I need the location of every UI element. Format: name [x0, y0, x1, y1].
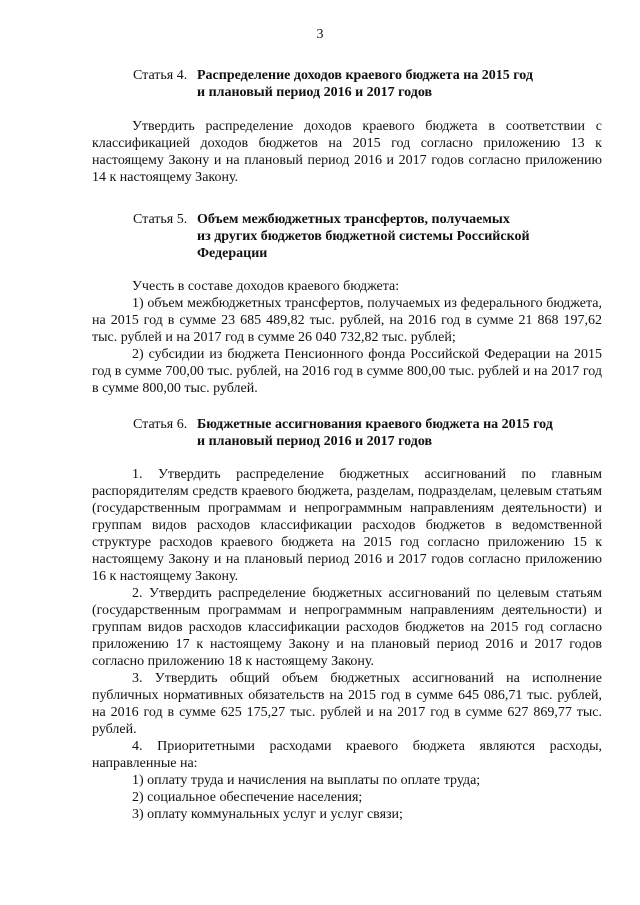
article-5-intro: Учесть в составе доходов краевого бюджета: [132, 279, 400, 294]
article-5-heading [133, 211, 530, 262]
article-6-paragraph-2: 2. Утвердить распределение бюджетных ассигнований по целевым статьям (государственным программам и непрограммным направлениям деятельности) и группам видов расходов классификации расходов бюджетов на 2015 год согласно приложению 17 к настоящему Закону и на плановый период 2016 и 2017 годов согласно приложению 18 к настоящему Закону. [92, 586, 602, 669]
article-4-title-line2: и плановый период 2016 и 2017 годов [197, 85, 433, 100]
article-5-title-line2: из других бюджетов бюджетной системы Российской [197, 229, 530, 244]
page-number: 3 [316, 27, 324, 42]
article-5-body [92, 278, 602, 397]
article-6-label: Статья 6. [133, 417, 188, 432]
article-4-label: Статья 4. [133, 68, 188, 83]
article-5-title-line1: Объем межбюджетных трансфертов, получаемых [197, 212, 510, 227]
article-6-title-line2: и плановый период 2016 и 2017 годов [197, 434, 433, 449]
article-6-list-item-1: 1) оплату труда и начисления на выплаты по оплате труда; [132, 773, 481, 788]
article-6-heading [133, 416, 553, 450]
article-5-title-line3: Федерации [197, 246, 268, 261]
article-6-title-line1: Бюджетные ассигнования краевого бюджета на 2015 год [197, 417, 553, 432]
article-4-text: Утвердить распределение доходов краевого бюджета в соответствии с классификацией доходов бюджетов на 2015 год согласно приложению 13 к настоящему Закону и на плановый период 2016 и 2017 годов согласно приложению 14 к настоящему Закону. [92, 119, 602, 185]
article-6-list-item-2: 2) социальное обеспечение населения; [132, 790, 363, 805]
article-5-item-1: 1) объем межбюджетных трансфертов, получаемых из федерального бюджета, на 2015 год в сумме 23 685 489,82 тыс. рублей, на 2016 год в сумме 21 868 197,62 тыс. рублей и на 2017 год в сумме 26 040 732,82 тыс. рублей; [92, 296, 602, 345]
article-5-item-2: 2) субсидии из бюджета Пенсионного фонда Российской Федерации на 2015 год в сумме 700,00 тыс. рублей, на 2016 год в сумме 800,00 тыс. рублей и на 2017 год в сумме 800,00 тыс. рублей. [92, 347, 602, 396]
article-6-paragraph-3: 3. Утвердить общий объем бюджетных ассигнований на исполнение публичных нормативных обязательств на 2015 год в сумме 645 086,71 тыс. рублей, на 2016 год в сумме 625 175,27 тыс. рублей и на 2017 год в сумме 627 869,77 тыс. рублей. [92, 671, 602, 737]
article-4-title-line1: Распределение доходов краевого бюджета на 2015 год [197, 68, 533, 83]
article-6-body [92, 466, 602, 823]
article-5-label: Статья 5. [133, 212, 188, 227]
article-6-paragraph-1: 1. Утвердить распределение бюджетных ассигнований по главным распорядителям средств краевого бюджета, разделам, подразделам, целевым статьям (государственным программам и непрограммным направлениям деятельности) и группам видов расходов классификации расходов бюджетов в ведомственной структуре расходов краевого бюджета на 2015 год согласно приложению 15 к настоящему Закону и на плановый период 2016 и 2017 годов согласно приложению 16 к настоящему Закону. [92, 467, 602, 584]
article-6-paragraph-4: 4. Приоритетными расходами краевого бюджета являются расходы, направленные на: [92, 739, 602, 771]
article-6-list-item-3: 3) оплату коммунальных услуг и услуг связи; [132, 807, 403, 822]
article-4-heading [133, 67, 533, 101]
